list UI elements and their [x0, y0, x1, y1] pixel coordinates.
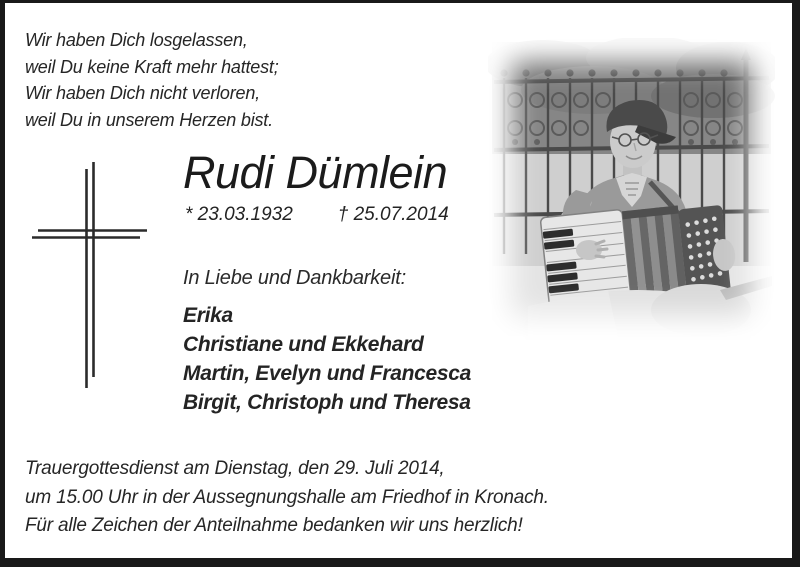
birth-date: * 23.03.1932: [185, 204, 293, 225]
life-dates: [185, 204, 449, 226]
service-line: Für alle Zeichen der Anteilnahme bedanken wir uns herzlich!: [25, 515, 523, 536]
poem-line: weil Du keine Kraft mehr hattest;: [25, 56, 279, 77]
poem-line: Wir haben Dich nicht verloren,: [25, 83, 260, 103]
mourner-line: Erika: [183, 304, 233, 327]
mourner-line: Christiane und Ekkehard: [183, 333, 424, 356]
tribute-intro: In Liebe und Dankbarkeit:: [183, 267, 406, 289]
memorial-poem: [25, 27, 279, 133]
service-line: um 15.00 Uhr in der Aussegnungshalle am Friedhof in Kronach.: [25, 486, 549, 508]
service-line: Trauergottesdienst am Dienstag, den 29. Juli 2014,: [25, 458, 445, 479]
cross-icon: [20, 150, 160, 395]
portrait-photo: [488, 38, 775, 340]
mourner-line: Martin, Evelyn und Francesca: [183, 362, 472, 385]
mourners-list: [183, 301, 471, 417]
service-info: [25, 455, 549, 541]
death-date: † 25.07.2014: [337, 204, 449, 225]
mourner-line: Birgit, Christoph und Theresa: [183, 391, 471, 414]
poem-line: weil Du in unserem Herzen bist.: [25, 109, 273, 130]
poem-line: Wir haben Dich losgelassen,: [25, 30, 248, 50]
deceased-name: Rudi Dümlein: [183, 147, 448, 198]
